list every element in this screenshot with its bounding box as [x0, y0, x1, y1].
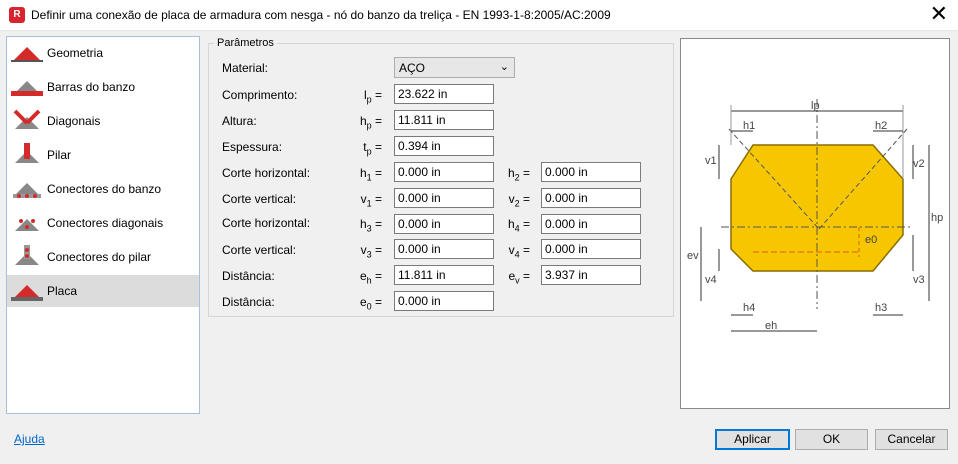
- eh-input[interactable]: 11.811 in: [394, 265, 494, 285]
- sidebar-item-label: Conectores diagonais: [47, 216, 164, 230]
- altura-label: Altura:: [222, 114, 257, 128]
- v2-label: v2: [913, 158, 925, 170]
- plate-diagram: [681, 39, 949, 408]
- h1-symbol: $h_1$ =: [359, 166, 382, 183]
- v3-label: v3: [913, 274, 925, 286]
- material-value: AÇO: [399, 61, 426, 75]
- ev-label: ev: [687, 250, 699, 262]
- h4-label: h4: [743, 302, 756, 314]
- eh-label: eh: [765, 320, 778, 332]
- e0-input[interactable]: 0.000 in: [394, 291, 494, 311]
- tp-symbol: $t_p$ =: [363, 140, 382, 157]
- sidebar-item-label: Barras do banzo: [47, 80, 136, 94]
- diagonal-connectors-icon: [7, 207, 47, 239]
- h3-label: h3: [875, 302, 888, 314]
- sidebar-item-barras-do-banzo[interactable]: [7, 71, 199, 103]
- material-select[interactable]: [394, 57, 515, 78]
- title-bar: [0, 0, 958, 31]
- h3-symbol: $h_3$ =: [359, 217, 382, 234]
- sidebar-item-pilar[interactable]: [7, 139, 199, 171]
- ev-input[interactable]: 3.937 in: [541, 265, 641, 285]
- v2-input[interactable]: 0.000 in: [541, 188, 641, 208]
- v4-input[interactable]: 0.000 in: [541, 239, 641, 259]
- column-connectors-icon: [7, 241, 47, 273]
- parameters-group-label: Parâmetros: [214, 37, 277, 49]
- h2-input[interactable]: 0.000 in: [541, 162, 641, 182]
- cancel-button[interactable]: Cancelar: [875, 429, 948, 450]
- hp-label: hp: [931, 212, 944, 224]
- lp-symbol: $l_p$ =: [363, 88, 382, 105]
- v3-symbol: $v_3$ =: [360, 243, 382, 260]
- diagonals-icon: [7, 105, 47, 137]
- espessura-input[interactable]: 0.394 in: [394, 136, 494, 156]
- comprimento-label: Comprimento:: [222, 88, 298, 102]
- sidebar-item-label: Pilar: [47, 148, 72, 162]
- help-link[interactable]: Ajuda: [14, 432, 45, 446]
- distancia-e0-label: Distância:: [222, 295, 275, 309]
- e0-symbol: $e_0$ =: [359, 295, 382, 312]
- close-icon[interactable]: ✕: [929, 1, 948, 26]
- lp-label: lp: [811, 100, 820, 112]
- v1-label: v1: [705, 155, 717, 167]
- v1-symbol: $v_1$ =: [360, 192, 382, 209]
- comprimento-input[interactable]: 23.622 in: [394, 84, 494, 104]
- geometry-icon: [7, 37, 47, 69]
- app-icon: R: [9, 7, 25, 23]
- eh-symbol: $e_h$ =: [359, 269, 382, 286]
- h4-input[interactable]: 0.000 in: [541, 214, 641, 234]
- h2-symbol: $h_2$ =: [507, 166, 530, 183]
- window-title: Definir uma conexão de placa de armadura com nesga - nó do banzo da treliça - EN 1993-1-8:2005/AC:2009: [31, 8, 611, 22]
- corte-vertical-2-label: Corte vertical:: [222, 243, 297, 257]
- v4-label: v4: [705, 274, 717, 286]
- ev-symbol: $e_v$ =: [508, 269, 530, 286]
- h4-symbol: $h_4$ =: [507, 217, 530, 234]
- hp-symbol: $h_p$ =: [359, 114, 382, 131]
- distancia-label: Distância:: [222, 269, 275, 283]
- h1-label: h1: [743, 120, 756, 132]
- sidebar-item-label: Conectores do pilar: [47, 250, 152, 264]
- corte-horizontal-label: Corte horizontal:: [222, 166, 311, 180]
- chord-bars-icon: [7, 71, 47, 103]
- sidebar-item-diagonais[interactable]: [7, 105, 199, 137]
- chevron-down-icon: ⌄: [499, 61, 509, 73]
- ok-button[interactable]: OK: [795, 429, 868, 450]
- sidebar-item-conectores-diagonais[interactable]: [7, 207, 199, 239]
- column-icon: [7, 139, 47, 171]
- chord-connectors-icon: [7, 173, 47, 205]
- altura-input[interactable]: 11.811 in: [394, 110, 494, 130]
- espessura-label: Espessura:: [222, 140, 283, 154]
- h3-input[interactable]: 0.000 in: [394, 214, 494, 234]
- corte-vertical-label: Corte vertical:: [222, 192, 297, 206]
- sidebar-item-geometria[interactable]: [7, 37, 199, 69]
- sidebar-item-placa[interactable]: [7, 275, 199, 307]
- sidebar: [6, 36, 200, 414]
- sidebar-item-label: Conectores do banzo: [47, 182, 162, 196]
- sidebar-item-conectores-do-banzo[interactable]: [7, 173, 199, 205]
- plate-preview: [680, 38, 950, 409]
- h2-label: h2: [875, 120, 888, 132]
- v4-symbol: $v_4$ =: [508, 243, 530, 260]
- v2-symbol: $v_2$ =: [508, 192, 530, 209]
- h1-input[interactable]: 0.000 in: [394, 162, 494, 182]
- e0-label: e0: [865, 234, 878, 246]
- corte-horizontal-2-label: Corte horizontal:: [222, 216, 311, 230]
- material-label: Material:: [222, 61, 269, 75]
- sidebar-item-conectores-do-pilar[interactable]: [7, 241, 199, 273]
- sidebar-item-label: Geometria: [47, 46, 104, 60]
- apply-button[interactable]: Aplicar: [715, 429, 790, 450]
- sidebar-item-label: Placa: [47, 284, 78, 298]
- v3-input[interactable]: 0.000 in: [394, 239, 494, 259]
- v1-input[interactable]: 0.000 in: [394, 188, 494, 208]
- sidebar-item-label: Diagonais: [47, 114, 101, 128]
- plate-icon: [7, 275, 47, 307]
